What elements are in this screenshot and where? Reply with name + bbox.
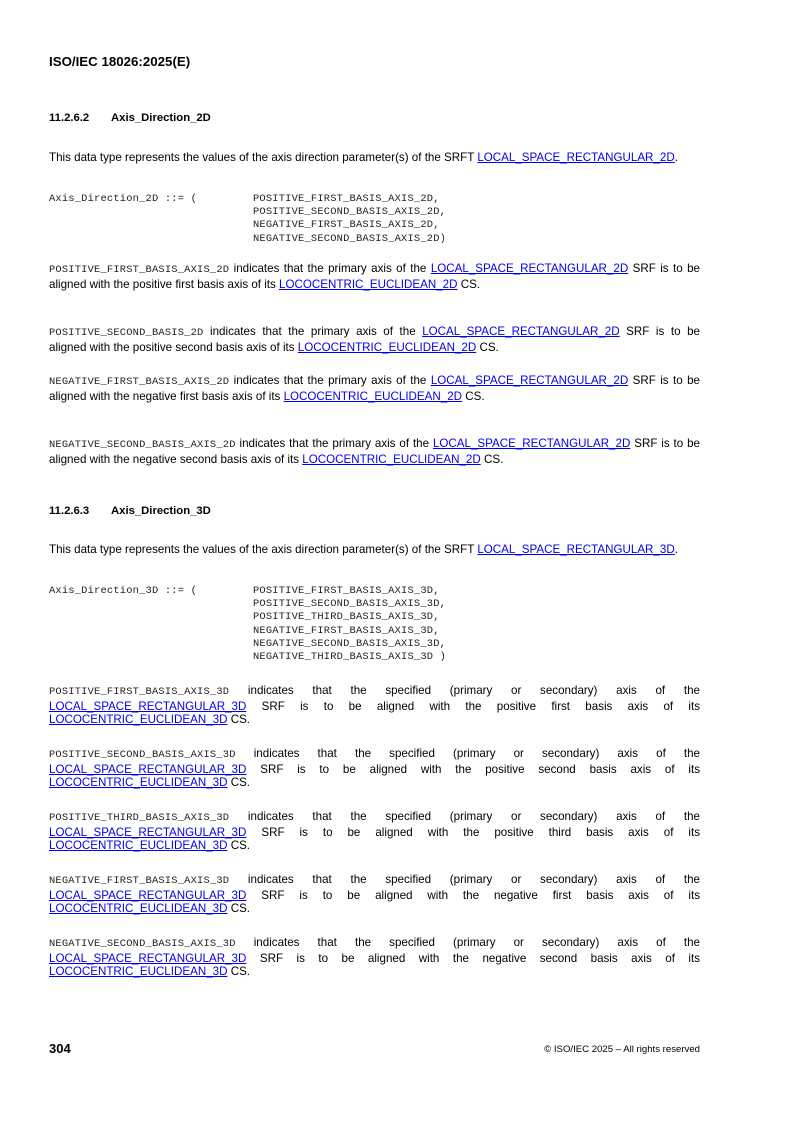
definition-paragraph: POSITIVE_FIRST_BASIS_AXIS_2D indicates that the primary axis of the LOCAL_SPACE_RECTANGULAR_2D SRF is to be aligned with the positive first basis axis of its LOCOCENTRIC_EUCLIDEAN_2D CS.: [49, 262, 700, 291]
code-value: POSITIVE_SECOND_BASIS_AXIS_3D,: [253, 598, 447, 611]
section-number: 11.2.6.3: [49, 505, 90, 517]
link-cs[interactable]: LOCOCENTRIC_EUCLIDEAN_2D: [302, 452, 481, 466]
definition-term: NEGATIVE_SECOND_BASIS_AXIS_2D: [49, 439, 236, 451]
link-srf[interactable]: LOCAL_SPACE_RECTANGULAR_3D: [49, 762, 247, 776]
code-value: NEGATIVE_FIRST_BASIS_AXIS_3D,: [253, 624, 440, 637]
code-value: POSITIVE_FIRST_BASIS_AXIS_3D,: [253, 585, 440, 597]
section-number: 11.2.6.2: [49, 112, 90, 124]
code-value: POSITIVE_FIRST_BASIS_AXIS_2D,: [253, 193, 440, 205]
definition-term: POSITIVE_SECOND_BASIS_2D: [49, 327, 204, 339]
link-srf[interactable]: LOCAL_SPACE_RECTANGULAR_3D: [49, 888, 247, 902]
definition-paragraph: NEGATIVE_FIRST_BASIS_AXIS_3D indicates that the specified (primary or secondary) axis of the LOCAL_SPACE_RECTANGULAR_3D SRF is to be aligned with the negative first basis axis of its LOCOCENTRIC_EUCLIDEAN_3D CS.: [49, 873, 700, 916]
code-type-declaration: Axis_Direction_3D ::= (: [49, 585, 198, 597]
definition-term: NEGATIVE_FIRST_BASIS_AXIS_2D: [49, 376, 230, 388]
link-srf[interactable]: LOCAL_SPACE_RECTANGULAR_3D: [49, 951, 247, 965]
definition-paragraph: NEGATIVE_SECOND_BASIS_AXIS_3D indicates that the specified (primary or secondary) axis of the LOCAL_SPACE_RECTANGULAR_3D SRF is to be aligned with the negative second basis axis of its LOCOCENTRIC_EUCLIDEAN_3D CS.: [49, 936, 700, 979]
link-cs[interactable]: LOCOCENTRIC_EUCLIDEAN_2D: [283, 389, 463, 403]
link-cs[interactable]: LOCOCENTRIC_EUCLIDEAN_2D: [279, 277, 458, 291]
link-local-space-rectangular-2d[interactable]: LOCAL_SPACE_RECTANGULAR_2D: [477, 151, 675, 164]
definition-term: NEGATIVE_FIRST_BASIS_AXIS_3D: [49, 875, 230, 887]
link-local-space-rectangular-3d[interactable]: LOCAL_SPACE_RECTANGULAR_3D: [477, 543, 675, 556]
page-number: 304: [49, 1041, 71, 1056]
definition-paragraph: NEGATIVE_SECOND_BASIS_AXIS_2D indicates that the primary axis of the LOCAL_SPACE_RECTANGULAR_2D SRF is to be aligned with the negative second basis axis of its LOCOCENTRIC_EUCLIDEAN_2D CS.: [49, 437, 700, 466]
link-srf[interactable]: LOCAL_SPACE_RECTANGULAR_2D: [430, 374, 629, 387]
definition-paragraph: POSITIVE_SECOND_BASIS_AXIS_3D indicates that the specified (primary or secondary) axis of the LOCAL_SPACE_RECTANGULAR_3D SRF is to be aligned with the positive second basis axis of its LOCOCENTRIC_EUCLIDEAN_3D CS.: [49, 747, 700, 790]
definition-paragraph: POSITIVE_FIRST_BASIS_AXIS_3D indicates that the specified (primary or secondary) axis of the LOCAL_SPACE_RECTANGULAR_3D SRF is to be aligned with the positive first basis axis of its LOCOCENTRIC_EUCLIDEAN_3D CS.: [49, 684, 700, 727]
section-heading-axis-direction-3d: [49, 505, 211, 517]
section-intro-3d: This data type represents the values of the axis direction parameter(s) of the SRFT LOCAL_SPACE_RECTANGULAR_3D.: [49, 543, 678, 556]
section-title: Axis_Direction_2D: [111, 112, 211, 124]
definition-paragraph: POSITIVE_THIRD_BASIS_AXIS_3D indicates that the specified (primary or secondary) axis of the LOCAL_SPACE_RECTANGULAR_3D SRF is to be aligned with the positive third basis axis of its LOCOCENTRIC_EUCLIDEAN_3D CS.: [49, 810, 700, 853]
code-block-axis-direction-3d: [49, 585, 446, 664]
definition-term: POSITIVE_SECOND_BASIS_AXIS_3D: [49, 749, 236, 761]
section-heading-axis-direction-2d: [49, 112, 211, 124]
section-intro-2d: This data type represents the values of the axis direction parameter(s) of the SRFT LOCAL_SPACE_RECTANGULAR_2D.: [49, 151, 678, 164]
definition-term: POSITIVE_FIRST_BASIS_AXIS_3D: [49, 686, 230, 698]
link-cs[interactable]: LOCOCENTRIC_EUCLIDEAN_3D: [49, 902, 228, 916]
definition-term: NEGATIVE_SECOND_BASIS_AXIS_3D: [49, 938, 236, 950]
code-block-axis-direction-2d: [49, 193, 446, 246]
document-id: ISO/IEC 18026:2025(E): [49, 54, 191, 69]
code-value: NEGATIVE_SECOND_BASIS_AXIS_2D): [253, 232, 447, 245]
link-srf[interactable]: LOCAL_SPACE_RECTANGULAR_2D: [432, 437, 631, 450]
link-cs[interactable]: LOCOCENTRIC_EUCLIDEAN_3D: [49, 839, 228, 853]
link-srf[interactable]: LOCAL_SPACE_RECTANGULAR_2D: [430, 262, 629, 275]
copyright-notice: © ISO/IEC 2025 – All rights reserved: [544, 1044, 700, 1055]
definition-paragraph: POSITIVE_SECOND_BASIS_2D indicates that the primary axis of the LOCAL_SPACE_RECTANGULAR_2D SRF is to be aligned with the positive second basis axis of its LOCOCENTRIC_EUCLIDEAN_2D CS.: [49, 325, 700, 354]
link-srf[interactable]: LOCAL_SPACE_RECTANGULAR_3D: [49, 699, 247, 713]
code-value: NEGATIVE_FIRST_BASIS_AXIS_2D,: [253, 219, 440, 232]
section-title: Axis_Direction_3D: [111, 505, 211, 517]
definition-term: POSITIVE_THIRD_BASIS_AXIS_3D: [49, 812, 230, 824]
link-srf[interactable]: LOCAL_SPACE_RECTANGULAR_3D: [49, 825, 247, 839]
code-value: NEGATIVE_SECOND_BASIS_AXIS_3D,: [253, 637, 447, 650]
code-type-declaration: Axis_Direction_2D ::= (: [49, 193, 198, 205]
definition-term: POSITIVE_FIRST_BASIS_AXIS_2D: [49, 264, 230, 276]
link-cs[interactable]: LOCOCENTRIC_EUCLIDEAN_3D: [49, 713, 228, 727]
code-value: POSITIVE_SECOND_BASIS_AXIS_2D,: [253, 206, 447, 219]
link-cs[interactable]: LOCOCENTRIC_EUCLIDEAN_3D: [49, 965, 228, 979]
code-value: NEGATIVE_THIRD_BASIS_AXIS_3D ): [253, 651, 447, 664]
definition-paragraph: NEGATIVE_FIRST_BASIS_AXIS_2D indicates that the primary axis of the LOCAL_SPACE_RECTANGULAR_2D SRF is to be aligned with the negative first basis axis of its LOCOCENTRIC_EUCLIDEAN_2D CS.: [49, 374, 700, 403]
link-cs[interactable]: LOCOCENTRIC_EUCLIDEAN_3D: [49, 776, 228, 790]
link-cs[interactable]: LOCOCENTRIC_EUCLIDEAN_2D: [297, 340, 477, 354]
code-value: POSITIVE_THIRD_BASIS_AXIS_3D,: [253, 611, 440, 624]
link-srf[interactable]: LOCAL_SPACE_RECTANGULAR_2D: [422, 325, 620, 338]
